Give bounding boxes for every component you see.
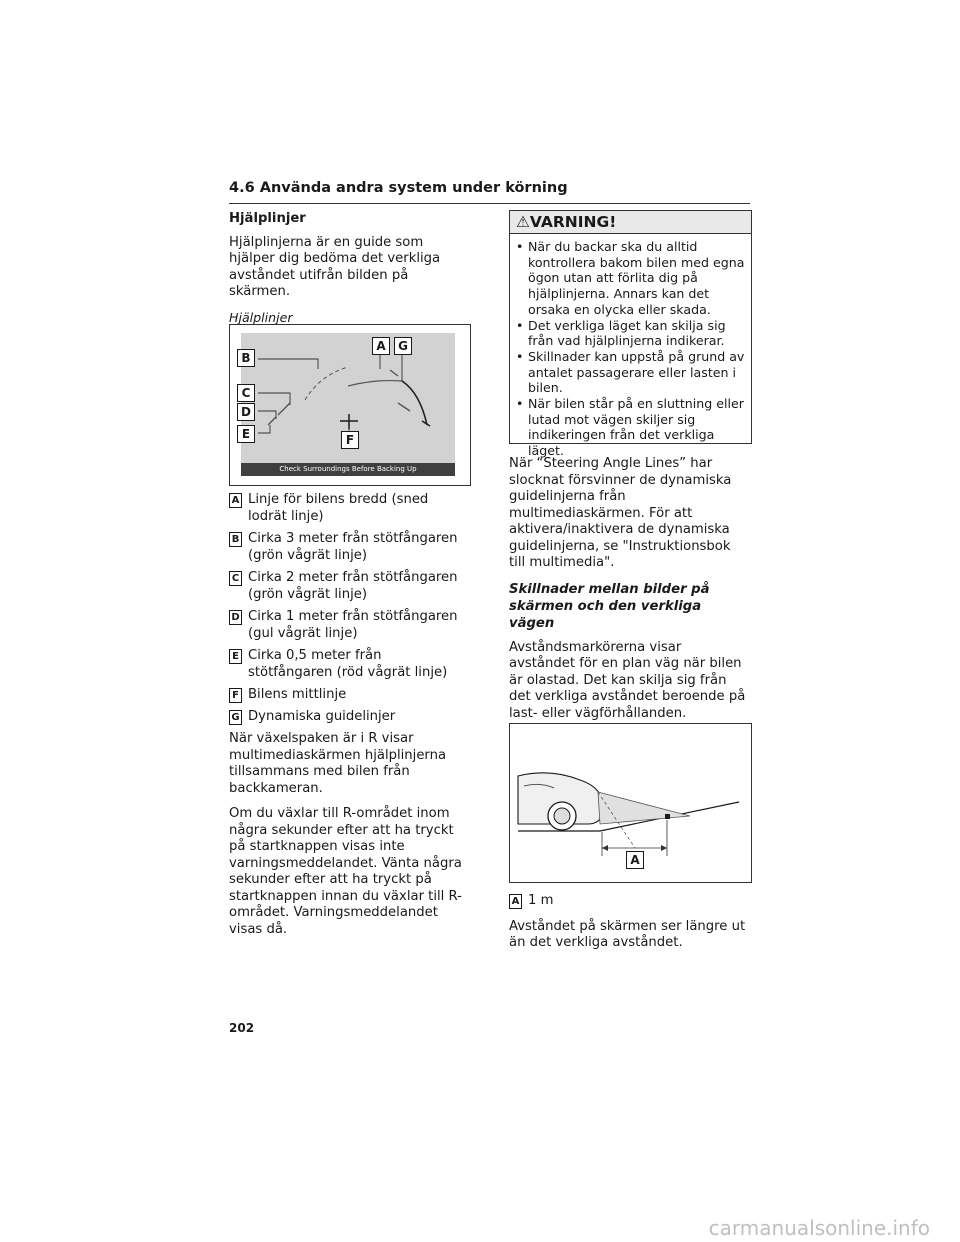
legend-item-e <box>229 648 469 681</box>
camera-figure <box>229 324 471 486</box>
figure-label-f: F <box>341 431 359 449</box>
distance-paragraph: Avståndsmarkörerna visar avståndet för en plan väg när bilen är olastad. Det kan skilja sig från det verkliga avståndet beroende på last- eller vägförhållanden. <box>509 639 746 721</box>
legend-key: A <box>509 894 522 909</box>
legend-item-g <box>229 709 469 726</box>
dim-arrow-right <box>661 845 667 851</box>
legend-text: Cirka 3 meter från stötfångaren (grön vågrät linje) <box>248 531 458 563</box>
sub-heading: Skillnader mellan bilder på skärmen och den verkliga vägen <box>509 581 710 631</box>
legend-item-b <box>229 531 469 564</box>
slope-legend-item <box>509 893 750 910</box>
intro-paragraph: Hjälplinjerna är en guide som hjälper dig bedöma det verkliga avståndet utifrån bilden på skärmen. <box>229 234 441 299</box>
legend-item-f <box>229 687 469 704</box>
warning-box <box>509 210 752 459</box>
section-heading: Hjälplinjer <box>229 211 306 226</box>
legend-text: Bilens mittlinje <box>248 687 347 702</box>
legend-text: Cirka 0,5 meter från stötfångaren (röd vågrät linje) <box>248 648 448 680</box>
tick-a <box>390 370 398 376</box>
leader-e <box>258 425 270 433</box>
leader-d <box>258 411 276 419</box>
warning-bullet-text: När du backar ska du alltid kontrollera bakom bilen med egna ögon utan att förlita dig på hjälplinjerna. Annars kan det orsaka en olycka eller skada. <box>528 239 745 317</box>
left-guide <box>305 367 348 400</box>
page-number: 202 <box>229 1021 255 1035</box>
dim-arrow-left <box>602 845 608 851</box>
warning-bullet-text: När bilen står på en sluttning eller lutad mot vägen skiljer sig indikeringen från det verkliga läget. <box>528 396 744 459</box>
warning-bullet: • Skillnader kan uppstå på grund av antalet passagerare eller lasten i bilen. <box>516 348 745 396</box>
figure-label-a: A <box>372 337 390 355</box>
arc-b <box>348 381 402 386</box>
watermark: carmanualsonline.info <box>708 1216 930 1240</box>
left-column-top <box>229 211 469 326</box>
legend-list <box>229 492 469 938</box>
right-column-text <box>509 456 750 762</box>
right-guide <box>402 381 427 425</box>
leader-b <box>258 359 318 369</box>
legend-key: A <box>229 493 242 508</box>
figure-label-g: G <box>394 337 412 355</box>
legend-key: G <box>229 710 242 725</box>
legend-text: Linje för bilens bredd (sned lodrät linje) <box>248 492 429 524</box>
distance-marker <box>665 814 670 819</box>
warning-message-paragraph: Om du växlar till R-området inom några sekunder efter att ha tryckt på startknappen visas inte varningsmeddelandet. Vänta några sekunder efter att ha tryckt på startknappen innan du växlar till R-området. Varningsmeddelandet visas då. <box>229 806 462 937</box>
legend-text: Cirka 1 meter från stötfångaren (gul vågrät linje) <box>248 609 458 641</box>
legend-key: F <box>229 688 242 703</box>
section-header: 4.6 Använda andra system under körning <box>229 180 750 204</box>
guide-lines-svg <box>230 325 470 485</box>
legend-text: Dynamiska guidelinjer <box>248 708 396 724</box>
reverse-paragraph: När växelspaken är i R visar multimediaskärmen hjälplinjerna tillsammans med bilen från backkameran. <box>229 731 447 796</box>
figure-caption: Hjälplinjer <box>229 309 293 325</box>
figure-label-c: C <box>237 384 255 402</box>
left-tick-d <box>268 417 276 425</box>
warning-bullet-text: Skillnader kan uppstå på grund av antalet passagerare eller lasten i bilen. <box>528 348 745 396</box>
warning-body <box>510 234 751 459</box>
screen-banner: Check Surroundings Before Backing Up <box>241 463 455 476</box>
legend-text: Cirka 2 meter från stötfångaren (grön vågrät linje) <box>248 570 458 602</box>
legend-key: D <box>229 610 242 625</box>
right-column-bottom <box>509 893 750 952</box>
steering-paragraph: När “Steering Angle Lines” har slocknat försvinner de dynamiska guidelinjerna från multimediaskärmen. För att aktivera/inaktivera de dynamiska guidelinjerna, se "Instruktionsbok till multimedia". <box>509 456 732 570</box>
final-paragraph: Avståndet på skärmen ser längre ut än det verkliga avståndet. <box>509 918 746 950</box>
diagram-label-a: A <box>626 851 644 869</box>
legend-text: 1 m <box>528 893 554 908</box>
slope-diagram <box>509 723 752 883</box>
dynamic-tick <box>398 403 410 411</box>
warning-bullet: • När bilen står på en sluttning eller lutad mot vägen skiljer sig indikeringen från det verkliga läget. <box>516 396 744 459</box>
warning-triangle-icon: ⚠ <box>516 213 530 231</box>
figure-label-d: D <box>237 403 255 421</box>
warning-bullet: • När du backar ska du alltid kontrollera bakom bilen med egna ögon utan att förlita dig på hjälplinjerna. Annars kan det orsaka en olycka eller skada. <box>516 239 745 317</box>
leader-c <box>258 393 290 405</box>
legend-item-a <box>229 492 469 525</box>
legend-key: C <box>229 571 242 586</box>
legend-item-c <box>229 570 469 603</box>
left-tick-c <box>278 403 290 415</box>
figure-label-b: B <box>237 349 255 367</box>
legend-key: E <box>229 649 242 664</box>
legend-key: B <box>229 532 242 547</box>
warning-bullet-text: Det verkliga läget kan skilja sig från vad hjälplinjerna indikerar. <box>528 317 726 349</box>
figure-label-e: E <box>237 425 255 443</box>
legend-item-d <box>229 609 469 642</box>
camera-cone <box>598 792 690 824</box>
warning-bullet: • Det verkliga läget kan skilja sig från vad hjälplinjerna indikerar. <box>516 318 745 349</box>
warning-title: VARNING! <box>529 213 617 231</box>
warning-header <box>510 211 751 234</box>
wheel-inner <box>554 808 570 824</box>
